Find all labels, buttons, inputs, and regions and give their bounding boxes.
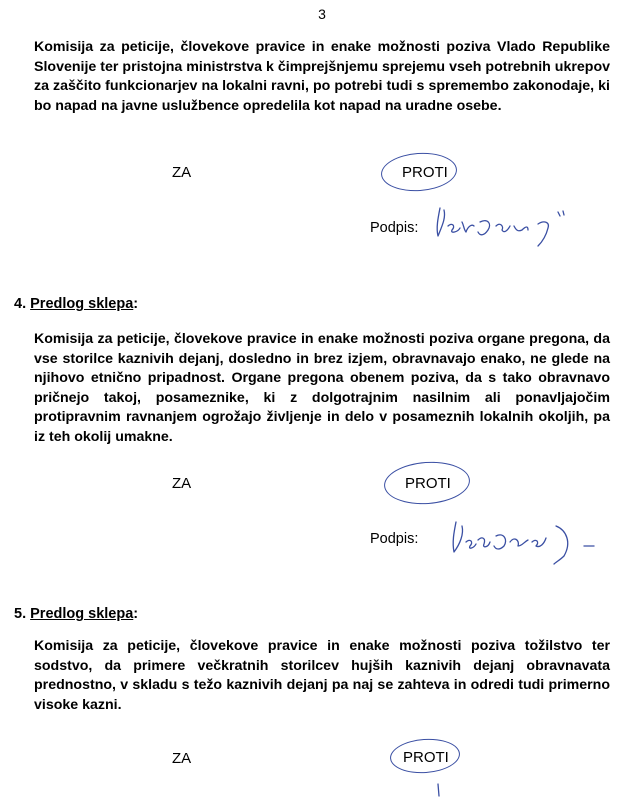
section-4-heading-label: Predlog sklepa	[30, 296, 134, 312]
section-5-heading-colon: :	[133, 606, 139, 622]
section-5-paragraph: Komisija za peticije, človekove pravice in enake možnosti poziva tožilstvo ter sodstvo, da primere večkratnih storilcev hujših kaznivih dejanj obravnavata prednostno, v skladu s težo kaznivih dejanj pa naj se zahteva in odredi tudi primerno visoke kazni.	[34, 638, 610, 713]
section-3-paragraph: Komisija za peticije, človekove pravice in enake možnosti poziva Vlado Republike Slovenije ter pristojna ministrstva k čimprejšnjemu sprejemu vseh potrebnih ukrepov za zaščito funkcionarjev na lokalni ravni, po potrebi tudi s spremembo zakonodaje, ki bo napad na javne uslužbence opredelila kot napad na uradne osebe.	[34, 39, 610, 114]
section-4-heading	[14, 296, 138, 312]
section-5-heading	[14, 606, 138, 622]
section-4-podpis-label: Podpis:	[370, 531, 419, 547]
section-4-signature	[444, 512, 614, 572]
section-5-number: 5.	[14, 606, 27, 622]
section-5-za-option[interactable]: ZA	[172, 750, 192, 767]
section-3-signature	[430, 196, 580, 256]
section-5-signature-mark	[430, 782, 450, 797]
section-4-heading-colon: :	[133, 296, 139, 312]
section-4-proti-option[interactable]: PROTI	[405, 475, 451, 492]
section-3-za-option[interactable]: ZA	[172, 164, 192, 181]
section-4-paragraph: Komisija za peticije, človekove pravice in enake možnosti poziva organe pregona, da vse storilce kaznivih dejanj, dosledno in brez izjem, obravnavajo enako, ne glede na njihovo etnično pripadnost. Organe pregona obenem poziva, da s tako obravnavo pričnejo takoj, posameznike, ki z dolgotrajnim nasilnim ali ponavljajočim protipravnim ravnanjem ogrožajo življenje in delo v posameznih lokalnih okoljih, pa iz teh okolij umakne.	[34, 331, 610, 445]
section-4-za-option[interactable]: ZA	[172, 475, 192, 492]
section-3-podpis-label: Podpis:	[370, 220, 419, 236]
page-number: 3	[318, 6, 326, 22]
section-4-number: 4.	[14, 296, 27, 312]
section-5-heading-label: Predlog sklepa	[30, 606, 134, 622]
section-5-proti-option[interactable]: PROTI	[403, 749, 449, 766]
section-3-proti-option[interactable]: PROTI	[402, 164, 448, 181]
